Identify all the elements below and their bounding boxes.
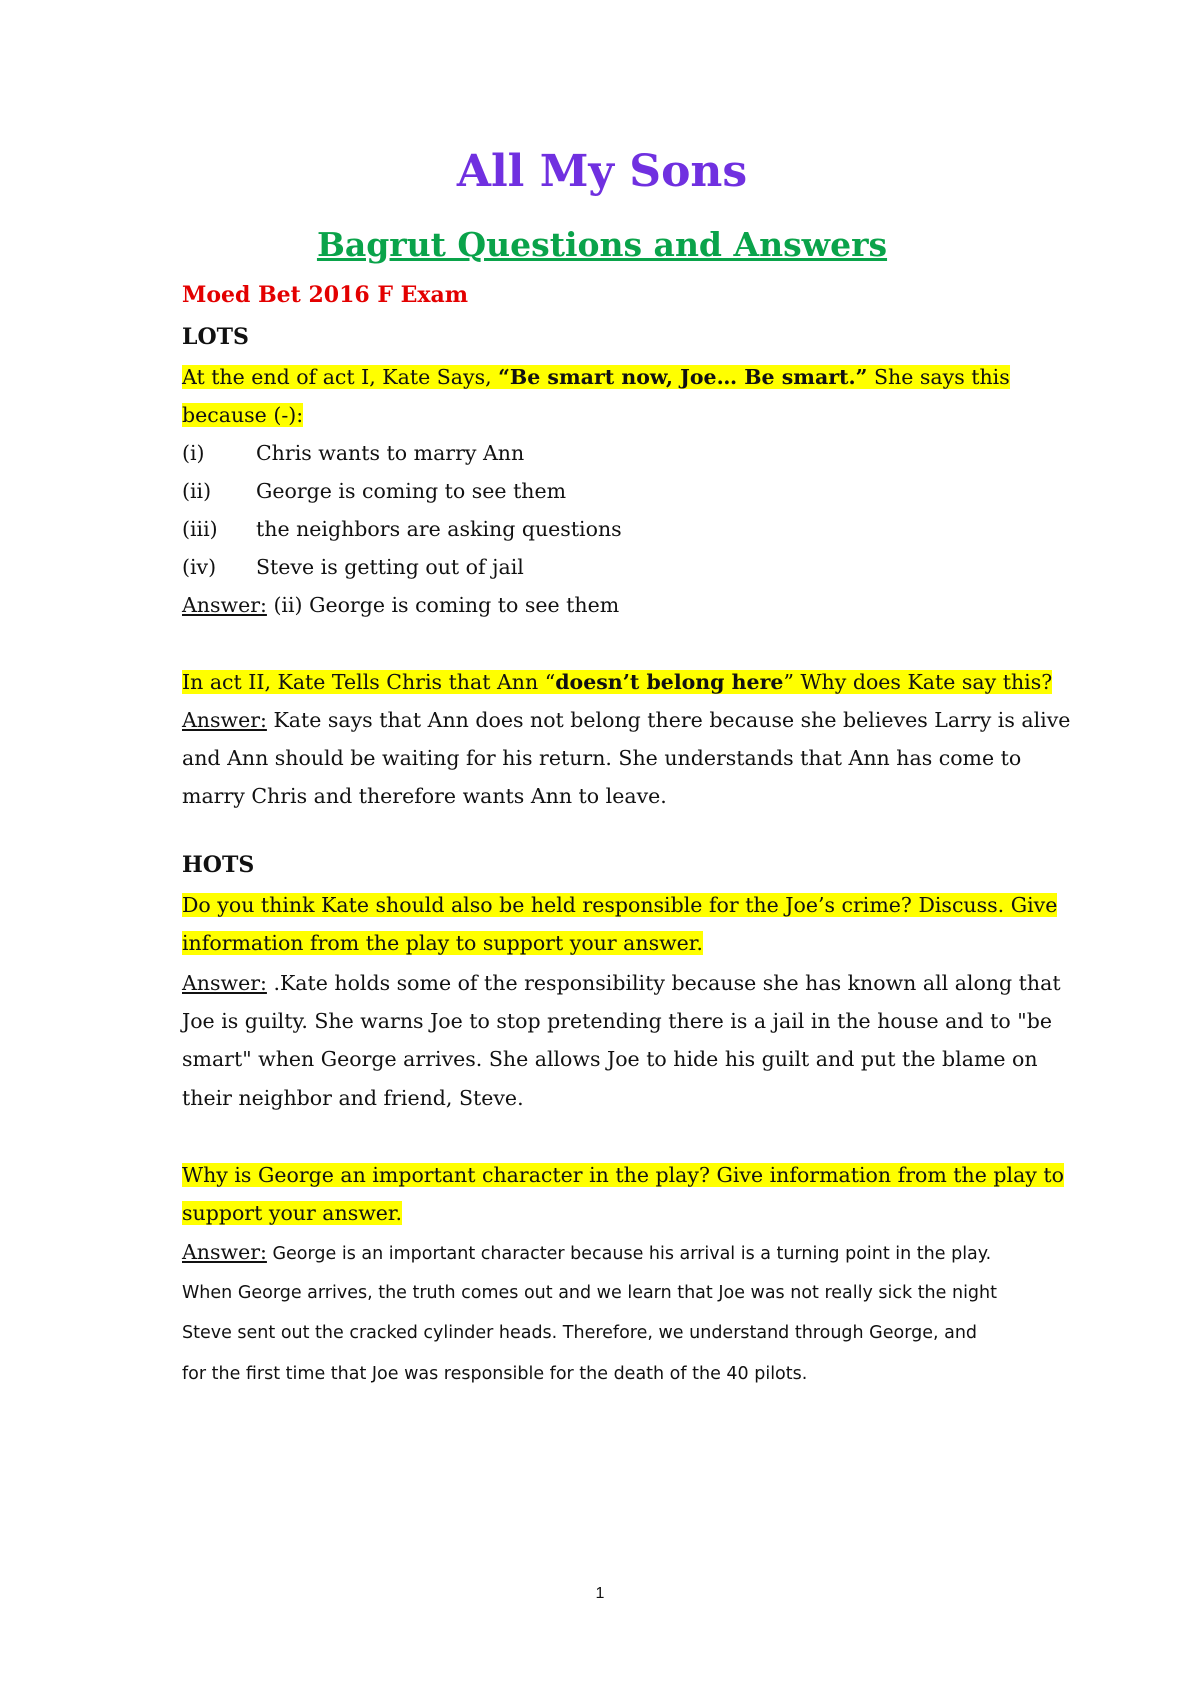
answer-label: Answer:	[182, 708, 267, 732]
hots-q1-line2	[182, 928, 703, 958]
option-row	[182, 476, 566, 506]
lots-q1-text-b: She says this	[867, 365, 1010, 389]
answer-text: marry Chris and therefore wants Ann to leave.	[182, 784, 667, 808]
answer-text: their neighbor and friend, Steve.	[182, 1086, 524, 1110]
question-text: Why is George an important character in the play? Give information from the play to	[182, 1163, 1064, 1187]
lots-q2-text-a: In act II, Kate Tells Chris that Ann “	[182, 670, 556, 694]
hots-q2-answer-line1	[182, 1237, 991, 1269]
hots-heading: HOTS	[182, 852, 255, 878]
option-number: (ii)	[182, 479, 212, 503]
hots-q2-line1	[182, 1160, 1064, 1190]
document-subtitle: Bagrut Questions and Answers	[316, 225, 888, 264]
answer-text: When George arrives, the truth comes out and we learn that Joe was not really sick the night	[182, 1283, 997, 1303]
option-text: Steve is getting out of jail	[256, 555, 524, 579]
option-number: (iii)	[182, 517, 218, 541]
answer-text: George is an important character because his arrival is a turning point in the play.	[266, 1244, 992, 1264]
answer-text: smart" when George arrives. She allows Joe to hide his guilt and put the blame on	[182, 1047, 1038, 1071]
answer-text: (ii) George is coming to see them	[266, 593, 620, 617]
option-number: (iv)	[182, 555, 217, 579]
answer-text: and Ann should be waiting for his return. She understands that Ann has come to	[182, 746, 1022, 770]
question-text: information from the play to support your answer.	[182, 931, 703, 955]
lots-q1-text-c: because (-):	[182, 403, 304, 427]
answer-text: Joe is guilty. She warns Joe to stop pretending there is a jail in the house and to "be	[182, 1009, 1052, 1033]
document-title: All My Sons	[456, 146, 748, 197]
answer-text: Steve sent out the cracked cylinder heads. Therefore, we understand through George, and	[182, 1323, 978, 1343]
option-text: the neighbors are asking questions	[256, 517, 622, 541]
option-row	[182, 552, 524, 582]
page-number: 1	[595, 1585, 605, 1602]
hots-q1-line1	[182, 890, 1057, 920]
answer-label: Answer:	[182, 971, 267, 995]
answer-text: for the first time that Joe was responsible for the death of the 40 pilots.	[182, 1364, 808, 1384]
question-text: Do you think Kate should also be held responsible for the Joe’s crime? Discuss. Give	[182, 893, 1058, 917]
option-row	[182, 514, 622, 544]
lots-q1-text-a: At the end of act I, Kate Says,	[182, 365, 499, 389]
lots-q1-quote: “Be smart now, Joe… Be smart.”	[498, 365, 868, 389]
answer-label: Answer:	[182, 1240, 267, 1264]
exam-heading: Moed Bet 2016 F Exam	[182, 282, 469, 308]
hots-q2-line2	[182, 1198, 402, 1228]
option-number: (i)	[182, 441, 205, 465]
lots-q1-line1	[182, 362, 1010, 392]
hots-q1-answer-line1	[182, 968, 1061, 998]
answer-text: .Kate holds some of the responsibility because she has known all along that	[266, 971, 1061, 995]
answer-text: Kate says that Ann does not belong there because she believes Larry is alive	[266, 708, 1071, 732]
question-text: support your answer.	[182, 1201, 402, 1225]
lots-q2-bold: doesn’t belong here	[555, 670, 784, 694]
option-text: Chris wants to marry Ann	[256, 441, 525, 465]
lots-q2-answer-line1	[182, 705, 1070, 735]
lots-q2-question	[182, 667, 1052, 697]
lots-q1-answer	[182, 590, 619, 620]
option-text: George is coming to see them	[256, 479, 567, 503]
answer-label: Answer:	[182, 593, 267, 617]
lots-q2-text-b: ” Why does Kate say this?	[783, 670, 1053, 694]
lots-q1-line2	[182, 400, 303, 430]
option-row	[182, 438, 524, 468]
lots-heading: LOTS	[182, 324, 249, 350]
